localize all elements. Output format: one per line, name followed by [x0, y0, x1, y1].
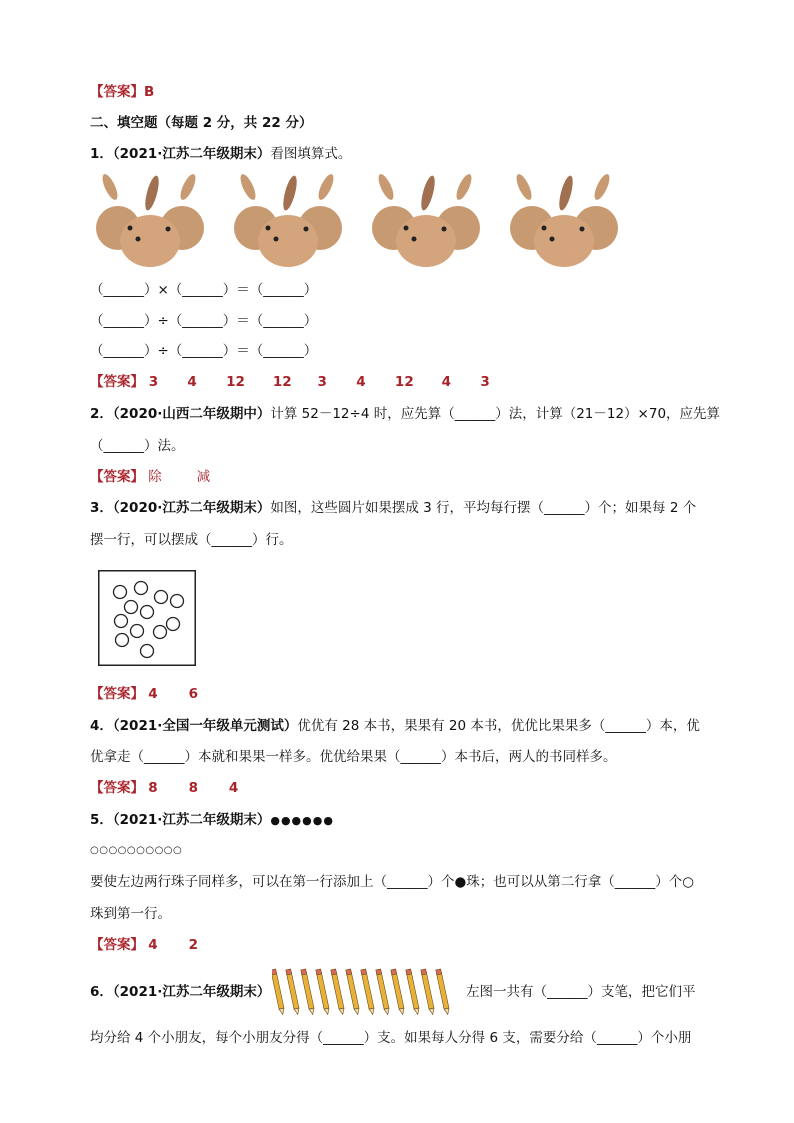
q4-answer	[90, 778, 238, 798]
question-number: 2．	[90, 406, 113, 422]
q5-answer	[90, 935, 198, 955]
question-text: 如图，这些圆片如果摆成 3 行，平均每行摆（______）个；如果每 2 个	[270, 500, 697, 516]
question-text: 看图填算式。	[270, 146, 352, 162]
question-4	[90, 716, 700, 736]
answer-label: 【答案】	[90, 686, 144, 702]
question-2	[90, 404, 720, 424]
answer-value: 12	[394, 374, 414, 390]
q1-answer	[90, 372, 490, 392]
answer-value: 4	[228, 780, 239, 796]
question-6-line-1: 左图一共有（______）支笔，把它们平	[466, 984, 696, 1000]
pencil-icon	[421, 969, 435, 1015]
answer-value: 4	[441, 374, 452, 390]
pencil-icon	[272, 969, 285, 1015]
answer-value: B	[144, 84, 155, 100]
question-4-line-2: 优拿走（______）本就和果果一样多。优优给果果（______）本书后，两人的书同样多。	[90, 749, 617, 765]
answer-value: 12	[272, 374, 292, 390]
pencil-icon	[406, 969, 420, 1015]
question-source: （2021·江苏二年级期末）	[112, 984, 271, 1000]
question-text: 计算 52－12÷4 时，应先算（______）法，计算（21－12）×70，应先算	[270, 406, 721, 422]
answer-label: 【答案】	[90, 937, 144, 953]
answer-value: 减	[196, 469, 211, 485]
question-1	[90, 144, 351, 164]
question-5-line-2: 珠到第一行。	[90, 906, 171, 922]
answer-value: 2	[188, 937, 198, 953]
pencil-icon	[391, 969, 405, 1015]
pencil-icon	[376, 969, 390, 1015]
rabbits-illustration	[90, 173, 634, 268]
question-source: （2021·江苏二年级期末）	[112, 146, 271, 162]
answer-value: 3	[480, 374, 490, 390]
bead-row-1: ●●●●●●	[270, 814, 334, 827]
equation-3: （______）÷（______）＝（______）	[90, 343, 318, 359]
question-source: （2021·全国一年级单元测试）	[112, 718, 298, 734]
answer-value: 4	[356, 374, 366, 390]
circles-figure	[98, 570, 196, 666]
pencil-icon	[436, 969, 450, 1015]
question-2-line-2: （______）法。	[90, 438, 185, 454]
pencil-icon	[301, 969, 315, 1015]
answer-value: 除	[148, 469, 162, 485]
answer-value: 3	[148, 374, 159, 390]
question-source: （2021·江苏二年级期末）	[112, 812, 271, 828]
question-6-line-2: 均分给 4 个小朋友，每个小朋友分得（______）支。如果每人分得 6 支，需要分给（______）个小朋	[90, 1030, 692, 1046]
answer-value: 4	[148, 937, 158, 953]
question-number: 6．	[90, 984, 113, 1000]
q3-answer	[90, 684, 198, 704]
question-number: 5．	[90, 812, 113, 828]
answer-label: 【答案】	[90, 374, 144, 390]
answer-value: 4	[148, 686, 158, 702]
pencil-icon	[361, 969, 375, 1015]
question-6	[90, 982, 270, 1002]
question-text: 优优有 28 本书，果果有 20 本书，优优比果果多（______）本，优	[297, 718, 700, 734]
answer-label: 【答案】	[90, 469, 144, 485]
answer-value: 6	[188, 686, 198, 702]
question-number: 3．	[90, 500, 113, 516]
answer-label: 【答案】	[90, 84, 144, 100]
pencils-illustration	[272, 968, 460, 1016]
answer-value: 4	[187, 374, 197, 390]
pencil-icon	[316, 969, 330, 1015]
bead-row-2: ○○○○○○○○○○	[90, 845, 183, 856]
pencil-icon	[286, 969, 300, 1015]
pencil-icon	[331, 969, 345, 1015]
question-source: （2020·江苏二年级期末）	[112, 500, 271, 516]
answer-label: 【答案】	[90, 780, 144, 796]
question-number: 4．	[90, 718, 113, 734]
question-3-line-2: 摆一行，可以摆成（______）行。	[90, 532, 293, 548]
answer-value: 8	[188, 780, 198, 796]
question-number: 1．	[90, 146, 113, 162]
question-5	[90, 810, 334, 831]
previous-answer	[90, 82, 154, 102]
q2-answer	[90, 467, 210, 487]
pencil-icon	[346, 969, 360, 1015]
question-source: （2020·山西二年级期中）	[112, 406, 271, 422]
question-5-line-1: 要使左边两行珠子同样多，可以在第一行添加上（______）个●珠；也可以从第二行拿（______）个○	[90, 874, 695, 890]
answer-value: 3	[317, 374, 327, 390]
answer-value: 12	[226, 374, 245, 390]
answer-value: 8	[148, 780, 158, 796]
equation-1: （______）×（______）＝（______）	[90, 282, 318, 298]
equation-2: （______）÷（______）＝（______）	[90, 313, 318, 329]
section-title: 二、填空题（每题 2 分，共 22 分）	[90, 115, 313, 131]
question-3	[90, 498, 696, 518]
